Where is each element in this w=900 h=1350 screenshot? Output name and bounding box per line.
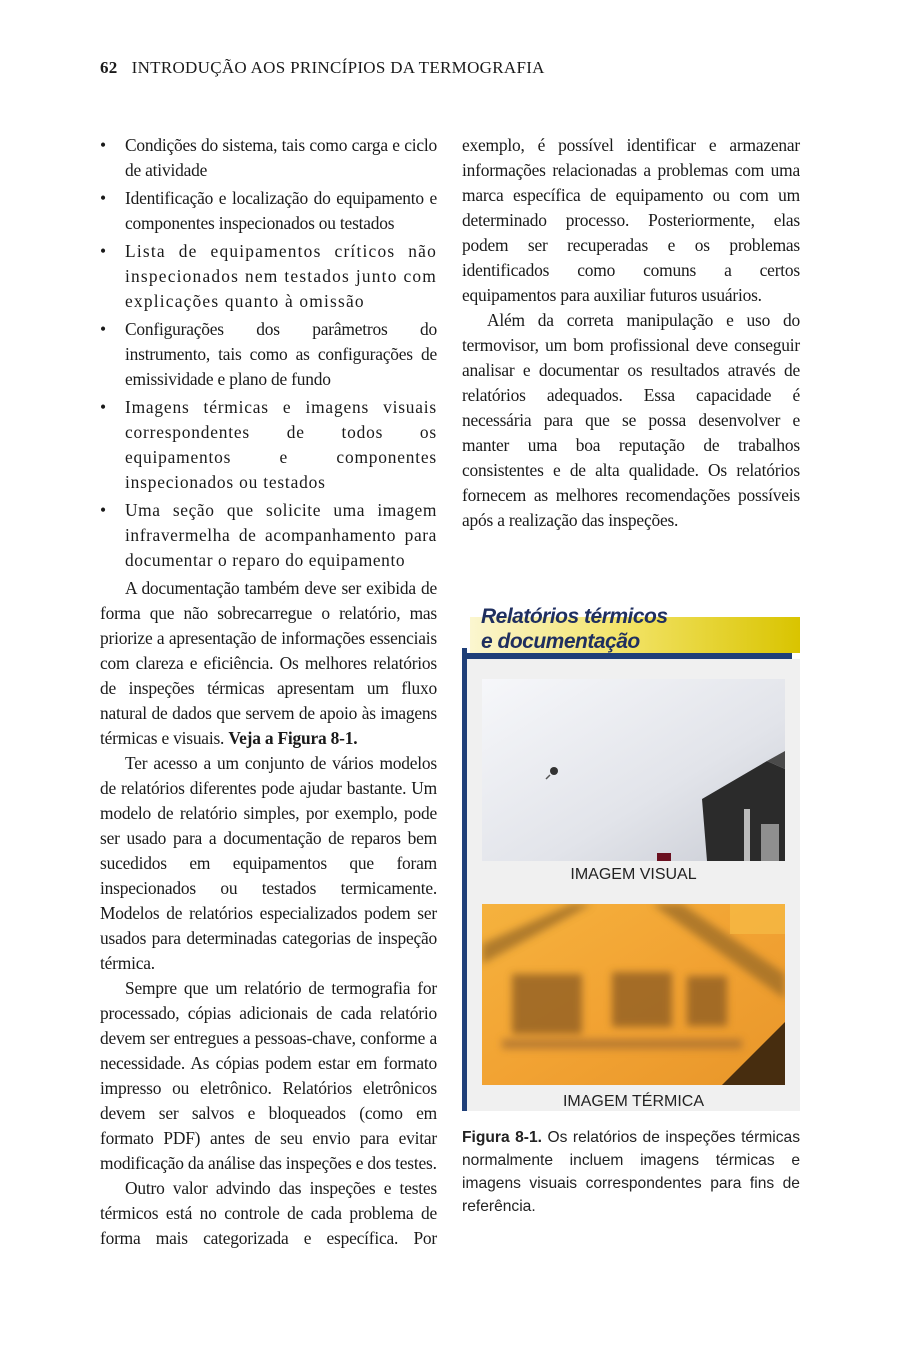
bullet-list	[100, 133, 437, 573]
figure-caption	[462, 1126, 800, 1218]
body-paragraph: Outro valor advindo das inspeções e testes térmicos está no controle de cada problema de forma mais categorizada e específica. Por	[100, 1178, 437, 1248]
figure-title: Relatórios térmicos e documentação	[481, 605, 668, 653]
figure-caption-text: Os relatórios de inspeções térmicas normalmente incluem imagens térmicas e imagens visuais correspondentes para fins de referência.	[462, 1129, 801, 1215]
body-paragraph: Sempre que um relatório de termografia for processado, cópias adicionais de cada relatório devem ser entregues a pessoas-chave, conforme a necessidade. As cópias podem estar em formato impresso ou eletrônico. Relatórios eletrônicos devem ser salvos e bloqueados (como em formato PDF) antes de seu envio para evitar modificação da análise das inspeções e dos testes.	[100, 978, 437, 1173]
list-item: • Lista de equipamentos críticos não inspecionados nem testados junto com explicações quanto à omissão	[100, 241, 437, 311]
visual-photo-graphic	[482, 679, 785, 861]
body-paragraph: exemplo, é possível identificar e armazenar informações relacionadas a problemas com uma marca específica de equipamento ou com um determinado processo. Posteriormente, elas podem ser recuperadas e os problemas identificados como comuns a certos equipamentos para auxiliar futuros usuários.	[462, 135, 800, 305]
body-paragraph: A documentação também deve ser exibida de forma que não sobrecarregue o relatório, mas priorize a apresentação de informações essenciais com clareza e eficiência. Os melhores relatórios de inspeções térmicas apresentam um fluxo natural de dados que servem de apoio às imagens térmicas e visuais. Veja a Figura 8-1.	[100, 578, 437, 748]
list-item: • Configurações dos parâmetros do instrumento, tais como as configurações de emissividade e plano de fundo	[100, 319, 437, 389]
left-column	[100, 133, 437, 1251]
bullet-symbol: •	[100, 397, 107, 417]
bullet-symbol: •	[100, 500, 107, 520]
bullet-symbol: •	[100, 188, 106, 208]
bullet-symbol: •	[100, 241, 108, 261]
visual-image-label: IMAGEM VISUAL	[570, 866, 697, 883]
bullet-symbol: •	[100, 135, 106, 155]
body-paragraph: Ter acesso a um conjunto de vários modelos de relatórios diferentes pode ajudar bastante. Um modelo de relatório simples, por exemplo, pode ser usado para a documentação de reparos bem sucedidos em equipamentos que foram inspecionados ou testados termicamente. Modelos de relatórios especializados podem ser usados para determinadas categorias de inspeção térmica.	[100, 753, 437, 973]
visual-image	[482, 679, 785, 861]
list-item: • Condições do sistema, tais como carga e ciclo de atividade	[100, 135, 437, 180]
bullet-symbol: •	[100, 319, 106, 339]
thermal-image-label: IMAGEM TÉRMICA	[562, 1093, 705, 1110]
list-item: • Imagens térmicas e imagens visuais correspondentes de todos os equipamentos e componentes inspecionados ou testados	[100, 397, 437, 492]
thermal-image	[482, 904, 785, 1085]
list-item: • Uma seção que solicite uma imagem infravermelha de acompanhamento para documentar o reparo do equipamento	[100, 500, 437, 570]
body-paragraph: Além da correta manipulação e uso do termovisor, um bom profissional deve conseguir analisar e documentar os resultados através de relatórios adequados. Essa capacidade é necessária para que se possa desenvolver e manter uma boa reputação de trabalhos consistentes e de alta qualidade. Os relatórios fornecem as melhores recomendações possíveis após a realização das inspeções.	[462, 310, 800, 530]
figure-reference: Veja a Figura 8-1.	[228, 728, 358, 748]
thermal-photo-graphic	[482, 904, 785, 1085]
list-item: • Identificação e localização do equipamento e componentes inspecionados ou testados	[100, 188, 437, 233]
page-number: 62	[100, 58, 118, 77]
running-header	[100, 58, 545, 78]
right-column	[462, 133, 800, 533]
figure-caption-label: Figura 8-1.	[462, 1129, 543, 1146]
running-title: INTRODUÇÃO AOS PRINCÍPIOS DA TERMOGRAFIA	[131, 58, 545, 77]
